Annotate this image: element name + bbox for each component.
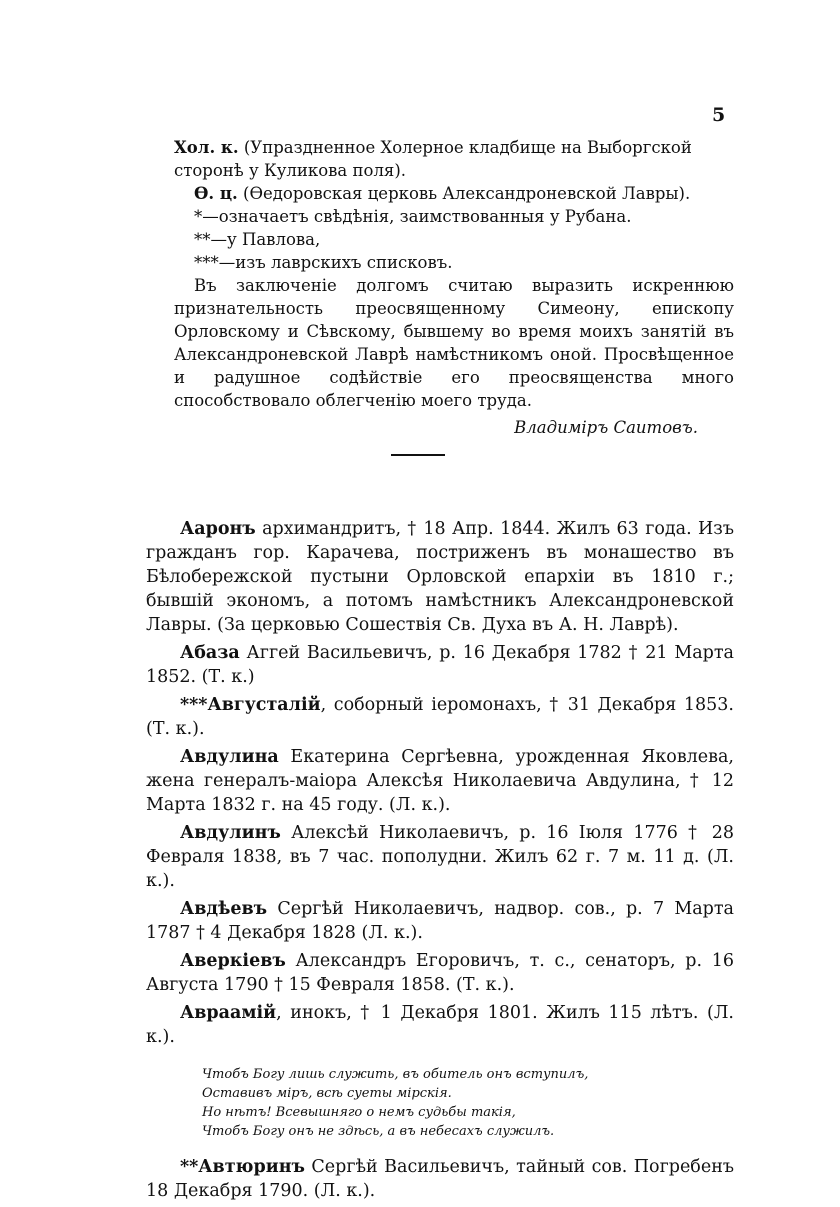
entry-name: Абаза — [180, 643, 240, 663]
entry-text: Сергѣй Васильевичъ, тайный сов. Погребенъ 18 Декабря 1790. (Л. к.). — [146, 1157, 734, 1201]
poem-line: Оставивъ міръ, всѣ суеты мірскія. — [202, 1086, 452, 1101]
entry-name: Ааронъ — [180, 519, 256, 539]
marker-line: *—означаетъ свѣдѣнія, заимствованныя у Рубана. — [194, 207, 632, 226]
entry-name: Авдулинъ — [180, 823, 281, 843]
entry-name: Авдулина — [180, 747, 279, 767]
entries-list — [146, 517, 734, 1207]
abbreviation-line — [174, 182, 734, 205]
marker-line: **—у Павлова, — [194, 230, 321, 249]
entry-text: Екатерина Сергѣевна, урожденная Яковлева, жена генералъ-маіора Алексѣя Николаевича Авдулина, † 12 Марта 1832 г. на 45 году. (Л. к.). — [146, 747, 734, 815]
entry-text: Алексѣй Николаевичъ, р. 16 Іюля 1776 † 28 Февраля 1838, въ 7 час. пополудни. Жилъ 62 г. 7 м. 11 д. (Л. к.). — [146, 823, 734, 891]
entry-text: , инокъ, † 1 Декабря 1801. Жилъ 115 лѣтъ. (Л. к.). — [146, 1003, 734, 1047]
entry-text: архимандритъ, † 18 Апр. 1844. Жилъ 63 года. Изъ гражданъ гор. Карачева, постриженъ въ монашество въ Бѣлобережской пустыни Орловской епархіи въ 1810 г.; бывшій экономъ, а потомъ намѣстникъ Александроневской Лавры. (За церковью Сошествія Св. Духа въ А. Н. Лаврѣ). — [146, 519, 734, 635]
entry — [146, 641, 734, 689]
entry-name: Авраамій — [180, 1003, 277, 1023]
poem-line: Чтобъ Богу онъ не здѣсь, а въ небесахъ служилъ. — [202, 1124, 555, 1139]
poem-line: Чтобъ Богу лишь служить, въ обитель онъ вступилъ, — [202, 1067, 589, 1082]
poem-line: Но нѣтъ! Всевышняго о немъ судьбы такія, — [202, 1105, 516, 1120]
entry-name: ***Августалій — [180, 695, 321, 715]
marker-line: ***—изъ лаврскихъ списковъ. — [194, 253, 453, 272]
entry-text: Аггей Васильевичъ, р. 16 Декабря 1782 † 21 Марта 1852. (Т. к.) — [146, 643, 734, 687]
entry — [146, 949, 734, 997]
entry — [146, 693, 734, 741]
front-matter — [174, 136, 734, 439]
entry-name: **Автюринъ — [180, 1157, 305, 1177]
page-number: 5 — [712, 104, 726, 126]
entry — [146, 517, 734, 637]
abbreviation-text: (Упраздненное Холерное кладбище на Выборгской сторонѣ у Куликова поля). — [174, 138, 692, 180]
entry — [146, 1155, 734, 1203]
epitaph-poem — [202, 1065, 734, 1141]
abbreviation-key: Хол. к. — [174, 138, 239, 157]
abbreviation-key: Ѳ. ц. — [194, 184, 238, 203]
conclusion-paragraph: Въ заключеніе долгомъ считаю выразить искреннюю признательность преосвященному Симеону, епископу Орловскому и Сѣвскому, бывшему во время моихъ занятій въ Александроневской Лаврѣ намѣстникомъ оной. Просвѣщенное и радушное содѣйствіе его преосвященства много способствовало облегченію моего труда. — [174, 276, 734, 410]
abbreviation-line — [174, 136, 734, 182]
entry-text: Александръ Егоровичъ, т. с., сенаторъ, р. 16 Августа 1790 † 15 Февраля 1858. (Т. к.). — [146, 951, 734, 995]
signature: Владиміръ Саитовъ. — [514, 418, 698, 437]
entry — [146, 821, 734, 893]
entry — [146, 745, 734, 817]
abbreviation-text: (Ѳедоровская церковь Александроневской Лавры). — [237, 184, 691, 203]
entry — [146, 897, 734, 945]
entry-text: Сергѣй Николаевичъ, надвор. сов., р. 7 Марта 1787 † 4 Декабря 1828 (Л. к.). — [146, 899, 734, 943]
entry — [146, 1001, 734, 1049]
entry-text: , соборный іеромонахъ, † 31 Декабря 1853. (Т. к.). — [146, 695, 734, 739]
section-divider — [391, 454, 445, 456]
entry-name: Авдѣевъ — [180, 899, 268, 919]
entry-name: Аверкіевъ — [180, 951, 286, 971]
